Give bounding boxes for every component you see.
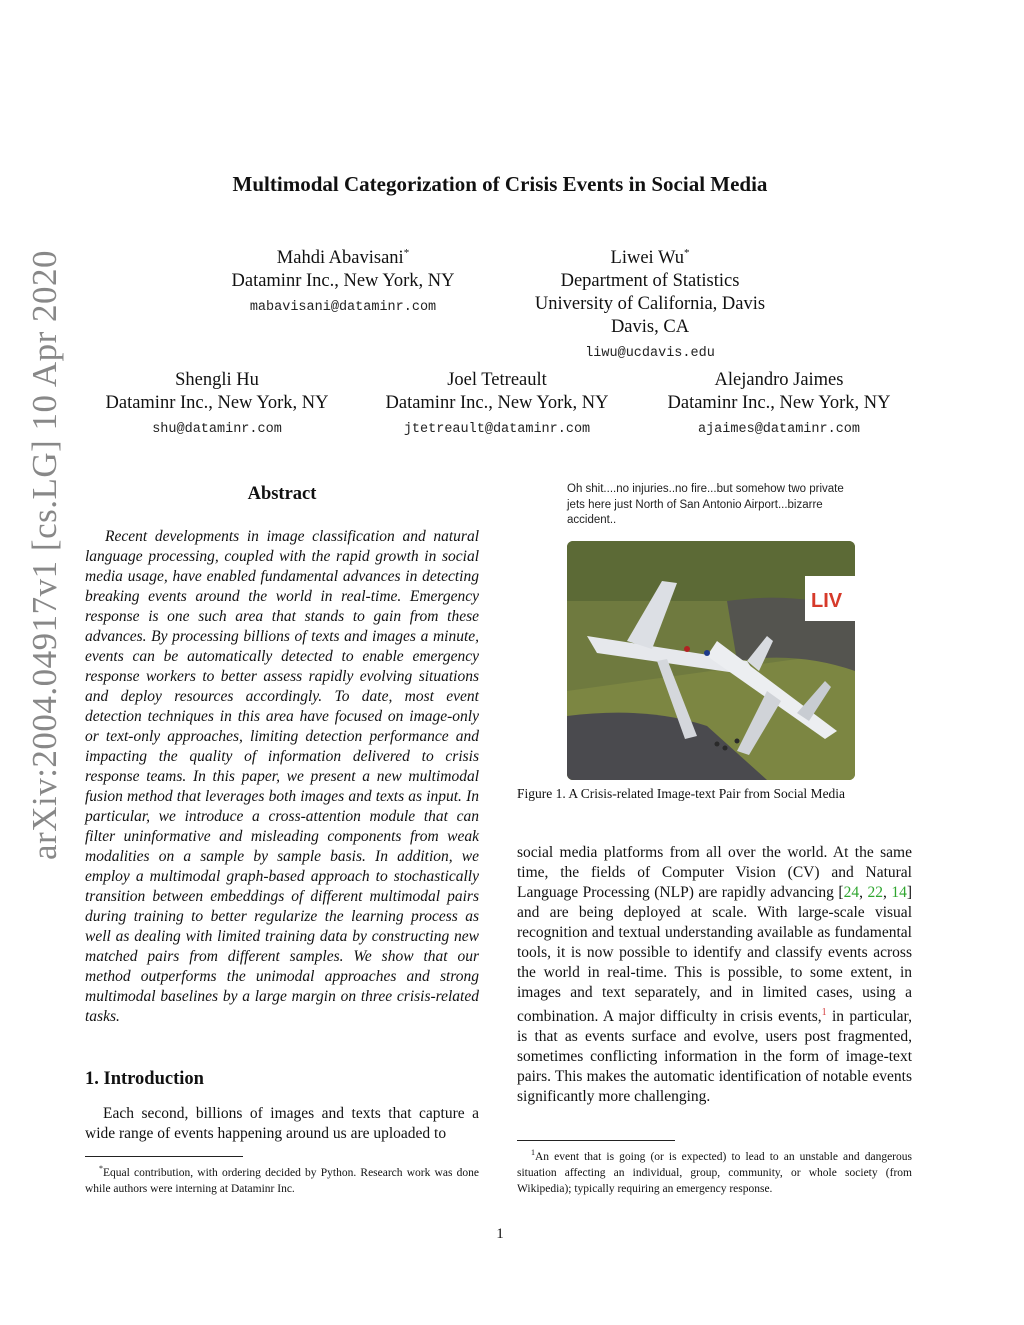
author-block-3 (86, 369, 348, 441)
author-name: Shengli Hu (175, 370, 259, 390)
author-name: Joel Tetreault (447, 370, 547, 390)
live-overlay-label: LIV (811, 590, 843, 612)
author-affiliation: Dataminr Inc., New York, NY (105, 393, 329, 413)
author-affiliation: University of California, Davis (534, 294, 766, 315)
page-number: 1 (496, 1226, 504, 1242)
introduction-heading: 1. Introduction (85, 1069, 204, 1089)
arxiv-identifier: arXiv:2004.04917v1 [cs.LG] 10 Apr 2020 (25, 249, 64, 860)
footnote-equal-contribution (85, 1161, 479, 1197)
body-text-part: social media platforms from all over the world. At the same time, the fields of Computer Vision (CV) and Natural Language Processing (NLP) are rapidly advancing [ (517, 844, 912, 901)
figure-photo (567, 541, 855, 780)
citation-separator: , (859, 884, 868, 901)
author-mark: * (683, 247, 690, 259)
author-affiliation: Davis, CA (610, 317, 690, 338)
author-block-1 (193, 242, 493, 319)
footnote-text: An event that is going (or is expected) to lead to an unstable and dangerous situation affecting an individual, group, community, or whole society (from Wikipedia); typically requiring an emergency response. (517, 1150, 912, 1195)
body-text-part: ] and are being deployed at scale. With large-scale visual recognition and textual understanding available as fundamental tools, it is now possible to identify and classify events across the world in real-time. This is possible, to some extent, in images and text separately, and in limited cases, using a combination. A major difficulty in crisis events, (517, 884, 913, 1026)
footnote-text: Equal contribution, with ordering decided by Python. Research work was done while authors were interning at Dataminr Inc. (85, 1166, 479, 1195)
introduction-paragraph: Each second, billions of images and texts that capture a wide range of events happening around us are uploaded to (85, 1105, 479, 1142)
author-block-5 (648, 369, 910, 441)
crashed-jets-image (567, 541, 855, 780)
citation-link[interactable]: 14 (891, 884, 907, 901)
author-email[interactable]: jtetreault@dataminr.com (403, 422, 591, 437)
author-name: Mahdi Abavisani (276, 248, 404, 269)
citation-link[interactable]: 24 (843, 884, 860, 901)
abstract-heading: Abstract (247, 484, 317, 504)
paper-title: Multimodal Categorization of Crisis Events in Social Media (232, 172, 768, 196)
citation-link[interactable]: 22 (867, 884, 883, 901)
body-text-part: in particular, is that as events surface and evolve, users post fragmented, sometimes conflicting information in the form of image-text pairs. This makes the automatic identification of notable events significantly more challenging. (517, 1008, 912, 1106)
author-affiliation: Dataminr Inc., New York, NY (231, 271, 455, 292)
footnote-rule (517, 1140, 675, 1141)
introduction-continued-paragraph (517, 843, 912, 1107)
author-email[interactable]: liwu@ucdavis.edu (585, 346, 715, 362)
figure-caption: Figure 1. A Crisis-related Image-text Pair from Social Media (517, 786, 846, 801)
author-email[interactable]: mabavisani@dataminr.com (249, 300, 437, 316)
author-block-2 (500, 242, 800, 365)
footnote-mark: * (99, 1164, 103, 1173)
author-affiliation: Dataminr Inc., New York, NY (385, 393, 609, 413)
author-block-4 (366, 369, 628, 441)
footnote-reference-link[interactable]: 1 (821, 1007, 827, 1018)
author-mark: * (403, 247, 410, 259)
author-email[interactable]: shu@dataminr.com (152, 422, 282, 437)
figure-tweet-text: Oh shit....no injuries..no fire...but somehow two private jets here just North of San Antonio Airport...bizarre accident.. (567, 483, 844, 526)
citation-separator: , (882, 884, 892, 901)
author-email[interactable]: ajaimes@dataminr.com (697, 422, 861, 437)
abstract-text: Recent developments in image classification and natural language processing, coupled with the rapid growth in social media usage, have enabled fundamental advances in detecting breaking events around the world in real-time. Emergency response is one such area that stands to gain from these advances. By processing billions of texts and images a minute, events can be automatically detected to enable emergency response workers to better assess rapidly evolving situations and deploy resources accordingly. To date, most event detection techniques in this area have focused on image-only or text-only approaches, limiting detection performance and impacting the quality of information delivered to crisis response teams. In this paper, we present a new multimodal fusion method that leverages both images and texts as input. In particular, we introduce a cross-attention module that can filter uninformative and misleading components from weak modalities on a sample by sample basis. In addition, we employ a multimodal graph-based approach to stochastically transition between embeddings of different multimodal pairs during training to better regularize the learning process as well as dealing with limited training data by constructing new matched pairs from different samples. We show that our method outperforms the unimodal approaches and strong multimodal baselines by a large margin on three crisis-related tasks. (85, 528, 479, 1025)
author-affiliation: Dataminr Inc., New York, NY (667, 393, 891, 413)
footnote-event-definition (517, 1145, 912, 1197)
footnote-mark: 1 (531, 1148, 535, 1157)
author-name: Alejandro Jaimes (714, 370, 844, 390)
footnote-rule (85, 1156, 243, 1157)
author-affiliation: Department of Statistics (560, 271, 740, 292)
author-name: Liwei Wu (610, 248, 684, 269)
